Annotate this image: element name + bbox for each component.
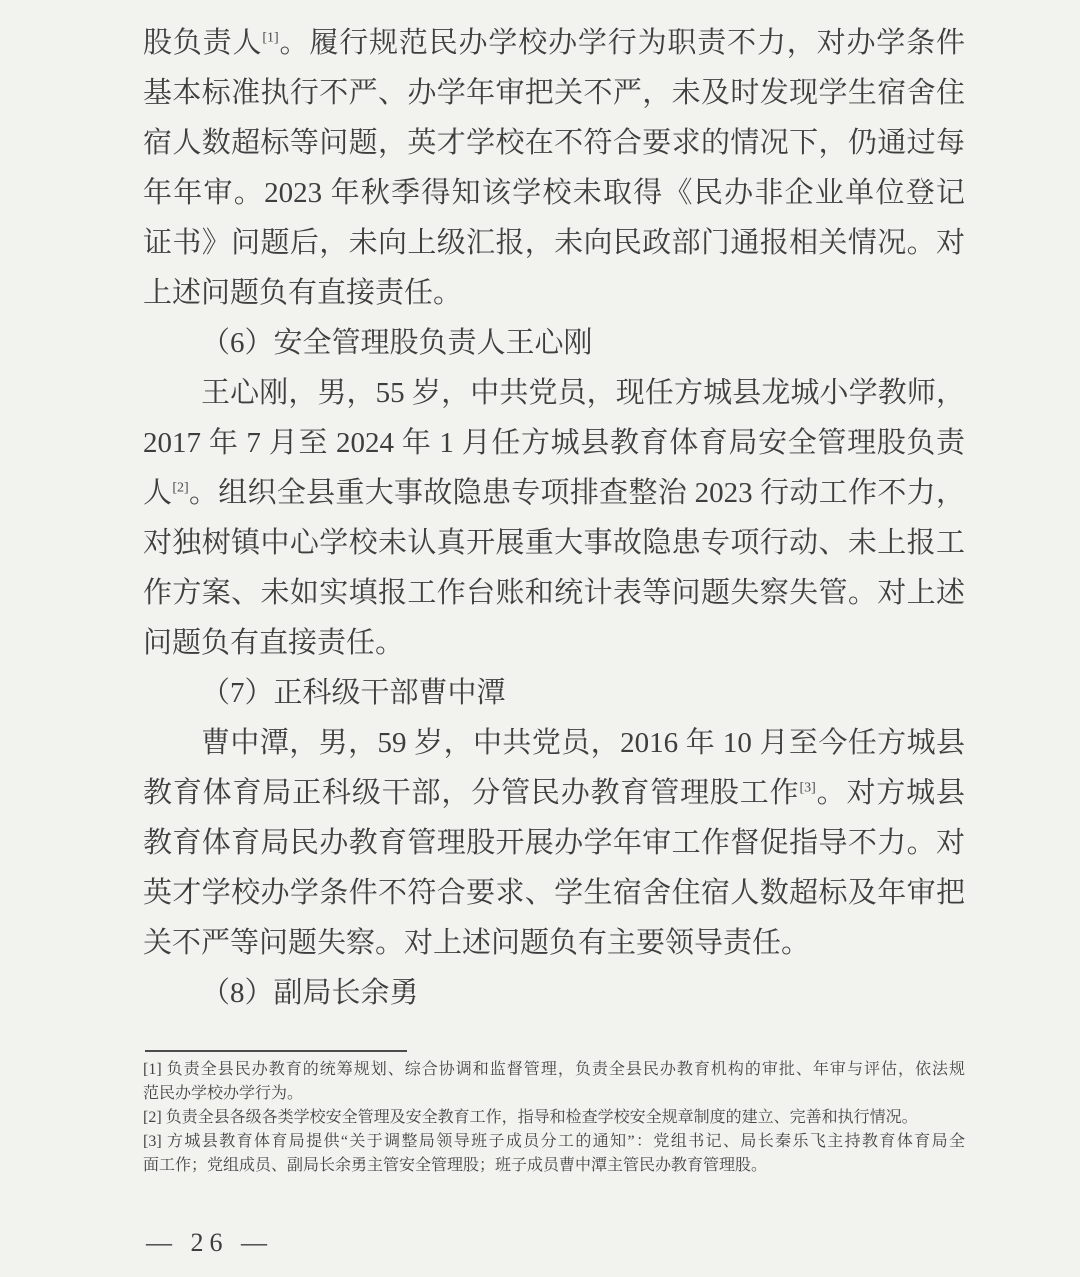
- footnote-ref: [1]: [262, 30, 279, 46]
- footnote-ref: [2]: [172, 480, 189, 496]
- footnote-ref: [3]: [799, 780, 816, 796]
- section-heading: （8）副局长余勇: [201, 977, 419, 1009]
- body-line: 关不严等问题失察。对上述问题负有主要领导责任。: [143, 927, 811, 959]
- page-number: — 26 —: [146, 1228, 273, 1257]
- body-line: 作方案、未如实填报工作台账和统计表等问题失察失管。对上述: [143, 577, 965, 609]
- section-heading: （6）安全管理股负责人王心刚: [201, 327, 593, 359]
- body-line: 对独树镇中心学校未认真开展重大事故隐患专项行动、未上报工: [143, 527, 965, 559]
- body-line: 上述问题负有直接责任。: [143, 277, 463, 309]
- body-line: 教育体育局民办教育管理股开展办学年审工作督促指导不力。对: [143, 827, 965, 859]
- body-line: 宿人数超标等问题，英才学校在不符合要求的情况下，仍通过每: [143, 127, 965, 159]
- body-line: 问题负有直接责任。: [143, 627, 405, 659]
- body-line: 证书》问题后，未向上级汇报，未向民政部门通报相关情况。对: [143, 227, 965, 259]
- body-line: 股负责人[1]。履行规范民办学校办学行为职责不力，对办学条件: [143, 27, 965, 59]
- footnote-line: 范民办学校办学行为。: [143, 1085, 304, 1102]
- body-line: 基本标准执行不严、办学年审把关不严，未及时发现学生宿舍住: [143, 77, 965, 109]
- body-line: 2017 年 7 月至 2024 年 1 月任方城县教育体育局安全管理股负责: [143, 427, 965, 459]
- body-line: 年年审。2023 年秋季得知该学校未取得《民办非企业单位登记: [143, 177, 965, 209]
- body-line: 曹中潭，男，59 岁，中共党员，2016 年 10 月至今任方城县: [201, 727, 965, 759]
- footnotes: [143, 1058, 965, 1178]
- body-text: [143, 18, 965, 1018]
- footnote-line: [3] 方城县教育体育局提供“关于调整局领导班子成员分工的通知”：党组书记、局长秦乐飞主持教育体育局全: [143, 1133, 965, 1150]
- footnote-line: [2] 负责全县各级各类学校安全管理及安全教育工作，指导和检查学校安全规章制度的建立、完善和执行情况。: [143, 1109, 918, 1126]
- section-heading: （7）正科级干部曹中潭: [201, 677, 506, 709]
- footnote-separator: [145, 1050, 407, 1052]
- footnote-line: 面工作；党组成员、副局长余勇主管安全管理股；班子成员曹中潭主管民办教育管理股。: [143, 1157, 768, 1174]
- body-line: 王心刚，男，55 岁，中共党员，现任方城县龙城小学教师，: [201, 377, 965, 409]
- footnote-line: [1] 负责全县民办教育的统筹规划、综合协调和监督管理，负责全县民办教育机构的审批、年审与评估，依法规: [143, 1061, 965, 1078]
- body-line: 人[2]。组织全县重大事故隐患专项排查整治 2023 行动工作不力，: [143, 477, 965, 509]
- body-line: 英才学校办学条件不符合要求、学生宿舍住宿人数超标及年审把: [143, 877, 965, 909]
- body-line: 教育体育局正科级干部，分管民办教育管理股工作[3]。对方城县: [143, 777, 965, 809]
